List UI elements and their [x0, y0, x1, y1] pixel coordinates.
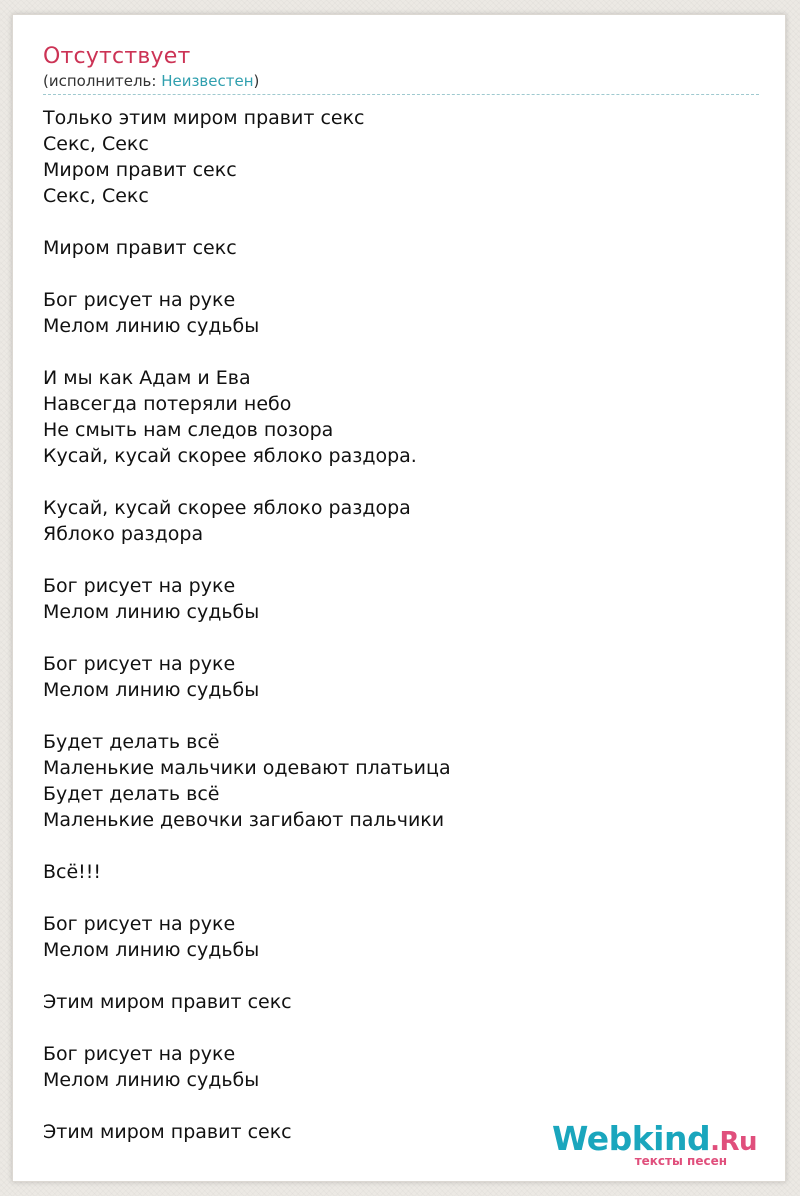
lyric-line: Будет делать всё — [43, 783, 220, 805]
lyric-line: Будет делать всё — [43, 731, 220, 753]
lyric-line: Маленькие девочки загибают пальчики — [43, 809, 445, 831]
lyric-line: Бог рисует на руке — [43, 1043, 236, 1065]
lyric-blank-line — [43, 703, 759, 729]
lyric-line: Миром правит секс — [43, 159, 237, 181]
lyric-line: Всё!!! — [43, 861, 102, 883]
logo-tagline: тексты песен — [634, 1154, 727, 1168]
lyric-blank-line — [43, 1015, 759, 1041]
lyric-line: Секс, Секс — [43, 133, 149, 155]
lyric-blank-line — [43, 625, 759, 651]
lyric-blank-line — [43, 963, 759, 989]
artist-prefix: (исполнитель: — [43, 72, 162, 90]
song-header — [43, 43, 759, 91]
lyric-line: Секс, Секс — [43, 185, 149, 207]
lyric-blank-line — [43, 261, 759, 287]
lyric-line: Бог рисует на руке — [43, 653, 236, 675]
lyric-line: Кусай, кусай скорее яблоко раздора. — [43, 445, 417, 467]
lyric-line: Не смыть нам следов позора — [43, 419, 334, 441]
lyric-line: И мы как Адам и Ева — [43, 367, 251, 389]
lyric-line: Мелом линию судьбы — [43, 1069, 260, 1091]
lyrics-body — [43, 105, 759, 1145]
artist-suffix: ) — [253, 72, 260, 90]
lyric-line: Мелом линию судьбы — [43, 939, 260, 961]
logo-tld: .Ru — [710, 1127, 757, 1157]
logo-main-text: Webkind — [551, 1119, 711, 1158]
lyric-line: Этим миром правит секс — [43, 1121, 292, 1143]
lyric-line: Мелом линию судьбы — [43, 315, 260, 337]
lyric-line: Мелом линию судьбы — [43, 679, 260, 701]
site-logo[interactable] — [551, 1119, 757, 1168]
lyric-line: Яблоко раздора — [43, 523, 204, 545]
lyric-blank-line — [43, 469, 759, 495]
lyric-blank-line — [43, 1093, 759, 1119]
lyric-line: Навсегда потеряли небо — [43, 393, 292, 415]
song-title: Отсутствует — [43, 44, 191, 69]
lyric-line: Бог рисует на руке — [43, 289, 236, 311]
lyric-line: Кусай, кусай скорее яблоко раздора — [43, 497, 411, 519]
lyric-blank-line — [43, 547, 759, 573]
lyric-line: Этим миром правит секс — [43, 991, 292, 1013]
header-divider — [43, 94, 759, 95]
lyric-blank-line — [43, 885, 759, 911]
lyric-blank-line — [43, 209, 759, 235]
lyric-line: Миром правит секс — [43, 237, 237, 259]
lyric-blank-line — [43, 339, 759, 365]
lyric-line: Бог рисует на руке — [43, 575, 236, 597]
artist-link[interactable]: Неизвестен — [161, 72, 254, 90]
lyric-line: Маленькие мальчики одевают платьица — [43, 757, 451, 779]
lyric-line: Только этим миром правит секс — [43, 107, 365, 129]
artist-line — [43, 71, 759, 91]
lyric-line: Бог рисует на руке — [43, 913, 236, 935]
lyrics-sheet — [12, 14, 786, 1182]
lyric-line: Мелом линию судьбы — [43, 601, 260, 623]
lyric-blank-line — [43, 833, 759, 859]
